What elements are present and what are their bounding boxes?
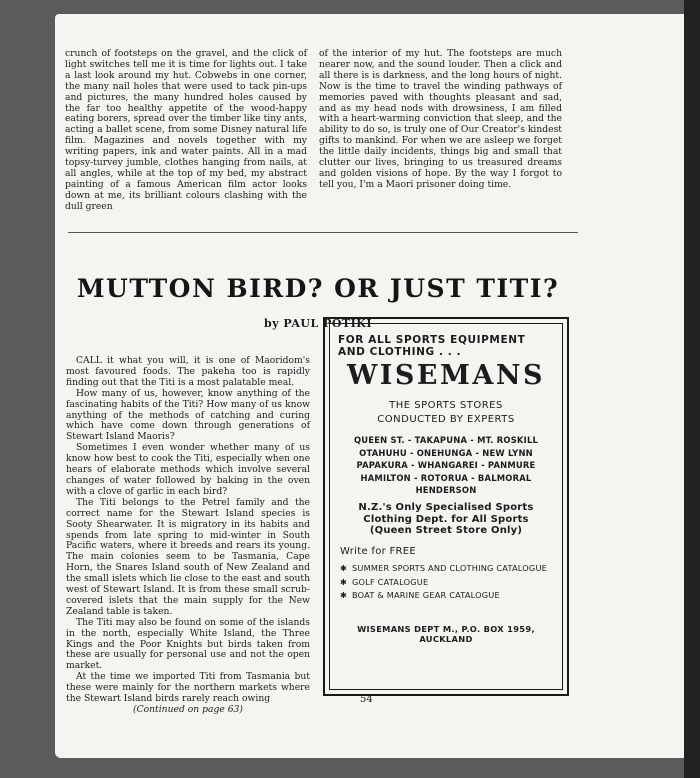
article-paragraph: The Titi may also be found on some of the islands in the north, especially White Island, the Three Kings and the Poor Knights but birds taken from these are usually for personal use and not the open market. xyxy=(66,616,310,672)
ad-specialised-line: (Queen Street Store Only) xyxy=(369,525,523,536)
article-paragraph: Sometimes I even wonder whether many of us know how best to cook the Titi, especially when one hears of elaborate methods which involve several changes of water followed by baking in the oven with a clove of garlic in each bird? xyxy=(66,442,310,497)
ad-tagline: CONDUCTED BY EXPERTS xyxy=(377,414,515,425)
article-paragraph: How many of us, however, know anything of the fascinating habits of the Titi? How many of us know anything of the methods of catching and curing which have come down through generations of Stewart Island Maoris? xyxy=(66,387,310,443)
wisemans-advertisement xyxy=(323,317,569,696)
ad-brand: WISEMANS xyxy=(346,360,546,391)
star-bullet-icon: ✱ xyxy=(340,576,348,587)
ad-catalogue-label: GOLF CATALOGUE xyxy=(352,576,429,587)
ad-headline: FOR ALL SPORTS EQUIPMENT AND CLOTHING . . . xyxy=(338,334,526,358)
article-body xyxy=(66,356,310,716)
ad-catalogue-item xyxy=(340,578,555,588)
ad-location-line: HAMILTON - ROTORUA - BALMORAL xyxy=(360,472,532,483)
article-paragraph: CALL it what you will, it is one of Maoridom's most favoured foods. The pakeha too is rapidly finding out that the Titi is a most palatable meal. xyxy=(66,355,310,388)
page-edge xyxy=(684,0,700,778)
ad-location-line: QUEEN ST. - TAKAPUNA - MT. ROSKILL xyxy=(353,435,539,445)
article-paragraph: The Titi belongs to the Petrel family and the correct name for the Stewart Island species is Sooty Shearwater. It is migratory in its habits and spends from late spring to mid-winter in South Pacific waters, where it breeds and rears its young. The main colonies seem to be Tasmania, Cape Horn, the Snares Island south of New Zealand and the small islets which lie close to the east and south west of Stewart Island. It is from these small scrub-covered islets that the main supply for the New Zealand table is taken. xyxy=(66,496,310,617)
ad-location-line: HENDERSON xyxy=(415,485,477,495)
ad-locations xyxy=(330,434,562,497)
ad-catalogue-list xyxy=(340,564,555,601)
star-bullet-icon: ✱ xyxy=(340,563,348,573)
page-number: 54 xyxy=(360,694,373,705)
star-bullet-icon: ✱ xyxy=(340,590,348,601)
ad-address xyxy=(330,624,562,644)
ad-specialised xyxy=(330,502,562,537)
ad-location-line: PAPAKURA - WHANGAREI - PANMURE xyxy=(356,460,536,470)
ad-address-line: AUCKLAND xyxy=(419,634,473,644)
article-title: MUTTON BIRD? OR JUST TITI? xyxy=(76,274,560,303)
ad-tagline: THE SPORTS STORES xyxy=(389,400,503,411)
top-right-column xyxy=(319,49,562,191)
ad-catalogue-item xyxy=(340,564,555,574)
article-byline: by PAUL POTIKI xyxy=(264,317,372,330)
top-left-column xyxy=(65,49,307,213)
ad-location-line: OTAHUHU - ONEHUNGA - NEW LYNN xyxy=(359,447,533,458)
article-paragraph: At the time we imported Titi from Tasmania but these were mainly for the northern markets where the Stewart Island birds rarely reach owing xyxy=(66,671,310,705)
ad-write-for: Write for FREE xyxy=(340,546,417,557)
ad-catalogue-item xyxy=(340,591,555,601)
ad-catalogue-label: BOAT & MARINE GEAR CATALOGUE xyxy=(352,590,500,601)
ad-inner-border xyxy=(329,323,563,690)
continued-note: (Continued on page 63) xyxy=(132,704,243,715)
ad-catalogue-label: SUMMER SPORTS AND CLOTHING CATALOGUE xyxy=(352,563,548,573)
section-divider xyxy=(68,232,578,233)
top-right-paragraph: of the interior of my hut. The footsteps are much nearer now, and the sound louder. Then a click and all there is is darkness, and the long hours of night. Now is the time to travel the winding pathways of memories paved with thoughts pleasant and sad, and as my head nods with drowsiness, I am filled with a heart-warming conviction that sleep, and the ability to do so, is truly one of Our Creator's kindest gifts to mankind. For when we are asleep we forget the little daily incidents, things big and small that clutter our lives, bringing to us treasured dreams and golden visions of hope. By the way I forgot to tell you, I'm a Maori prisoner doing time. xyxy=(319,48,562,190)
top-left-paragraph: crunch of footsteps on the gravel, and the click of light switches tell me it is time for lights out. I take a last look around my hut. Cobwebs in one corner, the many nail holes that were used to tack pin-ups and pictures, the many hundred holes caused by the far too healthy appetite of the wood-happy eating borers, spread over the timber like tiny ants, acting a ballet scene, from some Disney natural life film. Magazines and novels together with my writing papers, ink and water paints. All in a mad topsy-turvey jumble, clothes hanging from nails, at all angles, while at the top of my bed, my abstract painting of a famous American film actor looks down at me, its brilliant colours clashing with the dull green xyxy=(65,48,307,212)
ad-specialised-line: N.Z.'s Only Specialised Sports xyxy=(358,502,534,513)
ad-specialised-line: Clothing Dept. for All Sports xyxy=(363,513,529,525)
ad-address-line: WISEMANS DEPT M., P.O. BOX 1959, xyxy=(357,624,535,634)
